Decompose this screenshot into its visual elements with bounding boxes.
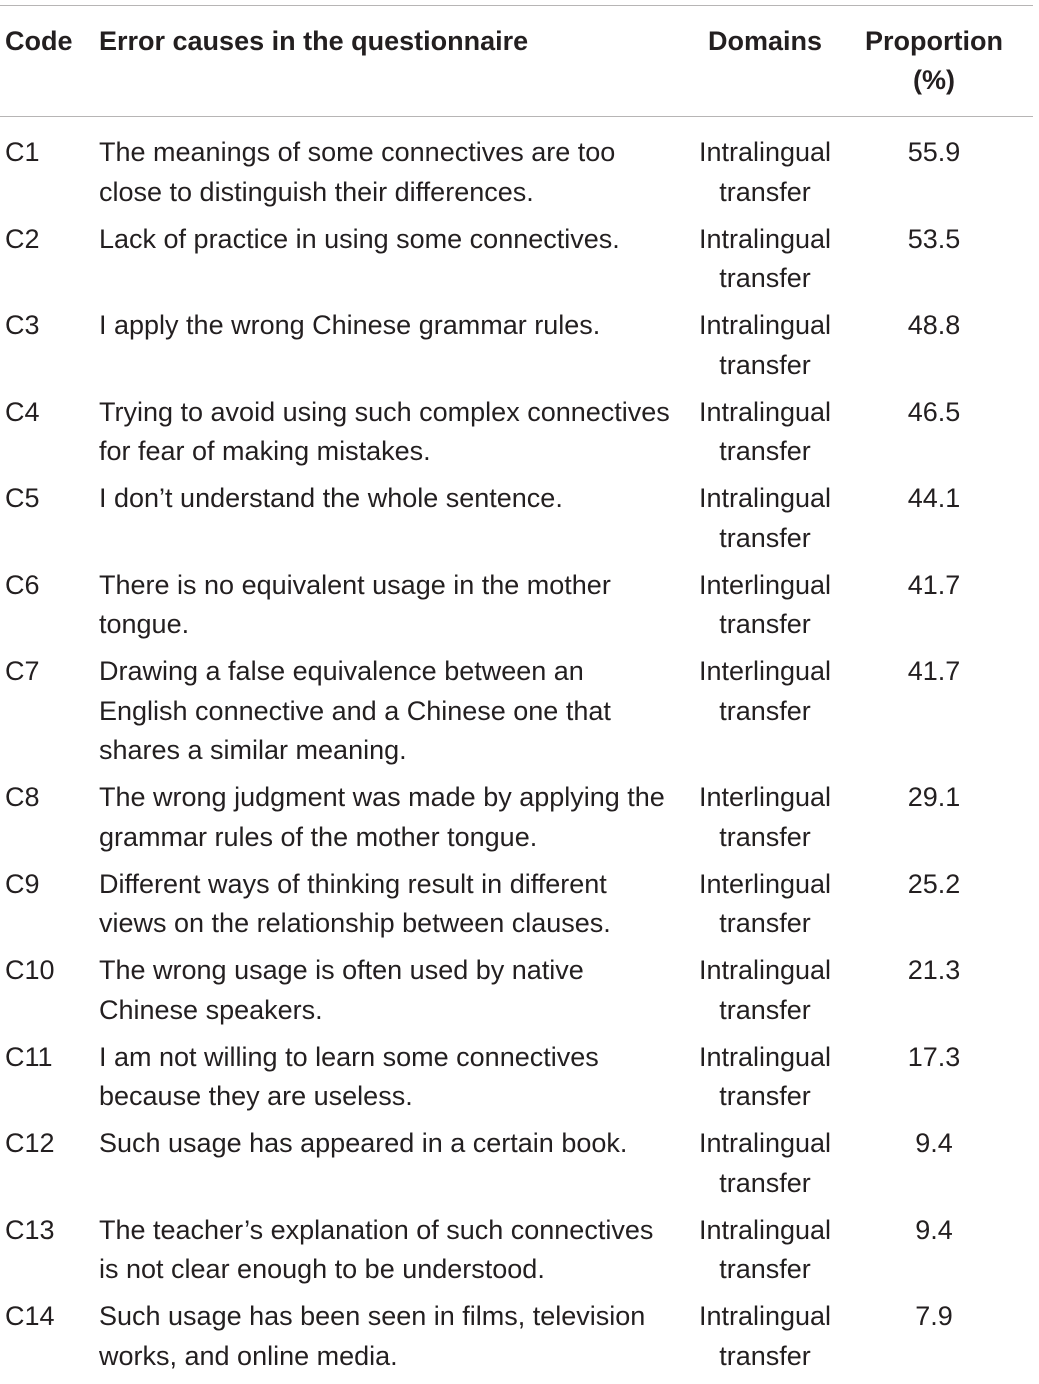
cell-proportion: 21.3 bbox=[907, 955, 961, 985]
cell-error-cause bbox=[99, 479, 699, 519]
cell-error-cause-line: is not clear enough to be understood. bbox=[99, 1254, 545, 1284]
cell-error-cause-line: The wrong usage is often used by native bbox=[99, 955, 584, 985]
cell-domain-line: Intralingual bbox=[698, 137, 832, 167]
cell-error-cause-line: The wrong judgment was made by applying the bbox=[99, 782, 665, 812]
cell-code: C11 bbox=[5, 1041, 53, 1072]
cell-domain-line: Interlingual bbox=[698, 868, 832, 899]
cell-domain-line: Intralingual bbox=[698, 310, 832, 340]
cell-domain-line: transfer bbox=[719, 176, 811, 207]
cell-domain-line: transfer bbox=[719, 522, 811, 553]
cell-proportion: 44.1 bbox=[907, 483, 961, 513]
cell-error-cause bbox=[99, 778, 699, 857]
cell-proportion: 9.4 bbox=[915, 1128, 953, 1158]
cell-domain bbox=[698, 1297, 832, 1376]
cell-domain bbox=[698, 1038, 832, 1117]
cell-domain-line: transfer bbox=[719, 1254, 811, 1284]
cell-code: C9 bbox=[5, 868, 40, 899]
cell-domain-line: transfer bbox=[719, 1167, 811, 1198]
cell-error-cause bbox=[99, 393, 699, 472]
cell-proportion: 53.5 bbox=[907, 223, 961, 254]
cell-error-cause-line: because they are useless. bbox=[99, 1081, 413, 1111]
cell-domain-line: transfer bbox=[719, 263, 811, 293]
cell-error-cause-line: Different ways of thinking result in different bbox=[99, 868, 607, 899]
cell-proportion: 55.9 bbox=[907, 137, 961, 167]
cell-error-cause bbox=[99, 1124, 699, 1164]
cell-domain-line: Intralingual bbox=[698, 396, 832, 427]
header-proportion bbox=[850, 22, 1018, 100]
table-row bbox=[0, 951, 1039, 1038]
cell-error-cause-line: There is no equivalent usage in the mother bbox=[99, 569, 611, 600]
cell-error-cause-line: The teacher’s explanation of such connectives bbox=[99, 1214, 654, 1245]
cell-domain-line: transfer bbox=[719, 609, 811, 639]
cell-error-cause-line: I apply the wrong Chinese grammar rules. bbox=[99, 310, 601, 340]
cell-error-cause-line: views on the relationship between clauses. bbox=[99, 908, 611, 938]
cell-error-cause bbox=[99, 1038, 699, 1117]
cell-error-cause bbox=[99, 220, 699, 260]
cell-domain-line: Intralingual bbox=[698, 483, 832, 513]
cell-error-cause-line: English connective and a Chinese one that bbox=[99, 695, 611, 726]
cell-domain-line: Interlingual bbox=[698, 656, 832, 686]
cell-domain-line: Intralingual bbox=[698, 1041, 832, 1072]
cell-error-cause-line: for fear of making mistakes. bbox=[99, 436, 431, 466]
cell-domain-line: Intralingual bbox=[698, 1301, 832, 1331]
table-row bbox=[0, 566, 1039, 653]
cell-error-cause-line: shares a similar meaning. bbox=[99, 735, 407, 765]
cell-domain-line: transfer bbox=[719, 821, 811, 852]
cell-domain bbox=[698, 566, 832, 645]
cell-domain-line: Intralingual bbox=[698, 223, 832, 254]
cell-proportion: 7.9 bbox=[915, 1301, 953, 1331]
cell-error-cause-line: tongue. bbox=[99, 609, 190, 639]
cell-domain bbox=[698, 1211, 832, 1290]
table-row bbox=[0, 1211, 1039, 1298]
header-proportion-line1: Proportion bbox=[865, 26, 1003, 56]
header-cause: Error causes in the questionnaire bbox=[99, 26, 529, 56]
cell-code: C13 bbox=[5, 1214, 55, 1245]
header-rule bbox=[0, 116, 1033, 117]
cell-proportion: 17.3 bbox=[907, 1041, 961, 1072]
cell-domain-line: Interlingual bbox=[698, 782, 832, 812]
cell-domain-line: transfer bbox=[719, 695, 811, 726]
cell-error-cause-line: Trying to avoid using such complex connectives bbox=[99, 396, 670, 427]
cell-code: C4 bbox=[5, 396, 40, 427]
header-code: Code bbox=[5, 26, 73, 56]
cell-code: C7 bbox=[5, 656, 40, 686]
cell-proportion: 46.5 bbox=[907, 396, 961, 427]
table-row bbox=[0, 133, 1039, 220]
cell-error-cause bbox=[99, 1297, 699, 1376]
header-domains: Domains bbox=[707, 26, 823, 56]
table-row bbox=[0, 220, 1039, 307]
cell-domain bbox=[698, 479, 832, 558]
cell-domain bbox=[698, 220, 832, 299]
cell-code: C6 bbox=[5, 569, 40, 600]
cell-error-cause-line: Such usage has been seen in films, television bbox=[99, 1301, 646, 1331]
table-row bbox=[0, 1124, 1039, 1211]
table-row bbox=[0, 652, 1039, 778]
cell-domain-line: transfer bbox=[719, 1081, 811, 1111]
cell-domain-line: transfer bbox=[719, 1340, 811, 1371]
cell-domain-line: Intralingual bbox=[698, 1214, 832, 1245]
table-row bbox=[0, 393, 1039, 480]
cell-code: C2 bbox=[5, 223, 40, 254]
cell-code: C8 bbox=[5, 782, 40, 812]
cell-domain bbox=[698, 951, 832, 1030]
table-body bbox=[0, 133, 1039, 1384]
header-proportion-line2: (%) bbox=[913, 65, 955, 95]
cell-code: C10 bbox=[5, 955, 55, 985]
cell-error-cause-line: Such usage has appeared in a certain book. bbox=[99, 1128, 628, 1158]
cell-error-cause-line: Chinese speakers. bbox=[99, 994, 323, 1025]
cell-error-cause-line: Drawing a false equivalence between an bbox=[99, 656, 584, 686]
cell-domain bbox=[698, 865, 832, 944]
cell-error-cause-line: I don’t understand the whole sentence. bbox=[99, 483, 563, 513]
table-row bbox=[0, 479, 1039, 566]
cell-proportion: 48.8 bbox=[907, 310, 961, 340]
table-header bbox=[0, 22, 1039, 112]
cell-domain bbox=[698, 778, 832, 857]
cell-error-cause-line: close to distinguish their differences. bbox=[99, 176, 534, 207]
cell-domain-line: Interlingual bbox=[698, 569, 832, 600]
cell-code: C14 bbox=[5, 1301, 55, 1331]
cell-code: C1 bbox=[5, 137, 40, 167]
cell-proportion: 29.1 bbox=[907, 782, 961, 812]
cell-code: C12 bbox=[5, 1128, 55, 1158]
cell-domain-line: Intralingual bbox=[698, 955, 832, 985]
cell-error-cause-line: Lack of practice in using some connectives. bbox=[99, 223, 620, 254]
table-row bbox=[0, 1038, 1039, 1125]
cell-error-cause bbox=[99, 1211, 699, 1290]
cell-domain bbox=[698, 393, 832, 472]
cell-error-cause-line: The meanings of some connectives are too bbox=[99, 137, 616, 167]
cell-domain-line: transfer bbox=[719, 908, 811, 938]
table-row bbox=[0, 865, 1039, 952]
cell-code: C5 bbox=[5, 483, 40, 513]
table-row bbox=[0, 306, 1039, 393]
cell-error-cause bbox=[99, 865, 699, 944]
cell-domain bbox=[698, 133, 832, 212]
cell-domain-line: Intralingual bbox=[698, 1128, 832, 1158]
cell-error-cause-line: grammar rules of the mother tongue. bbox=[99, 821, 538, 852]
table-top-rule bbox=[0, 5, 1033, 6]
cell-error-cause-line: I am not willing to learn some connectives bbox=[99, 1041, 599, 1072]
cell-proportion: 41.7 bbox=[907, 656, 961, 686]
cell-proportion: 25.2 bbox=[907, 868, 961, 899]
cell-domain-line: transfer bbox=[719, 349, 811, 380]
cell-domain bbox=[698, 306, 832, 385]
cell-domain-line: transfer bbox=[719, 436, 811, 466]
cell-proportion: 41.7 bbox=[907, 569, 961, 600]
table-row bbox=[0, 1297, 1039, 1384]
table-row bbox=[0, 778, 1039, 865]
cell-error-cause bbox=[99, 306, 699, 346]
cell-error-cause bbox=[99, 951, 699, 1030]
cell-error-cause bbox=[99, 566, 699, 645]
cell-proportion: 9.4 bbox=[915, 1214, 953, 1245]
cell-domain bbox=[698, 652, 832, 731]
cell-domain bbox=[698, 1124, 832, 1203]
cell-code: C3 bbox=[5, 310, 40, 340]
cell-error-cause bbox=[99, 133, 699, 212]
cell-error-cause bbox=[99, 652, 699, 771]
cell-error-cause-line: works, and online media. bbox=[99, 1340, 398, 1371]
cell-domain-line: transfer bbox=[719, 994, 811, 1025]
